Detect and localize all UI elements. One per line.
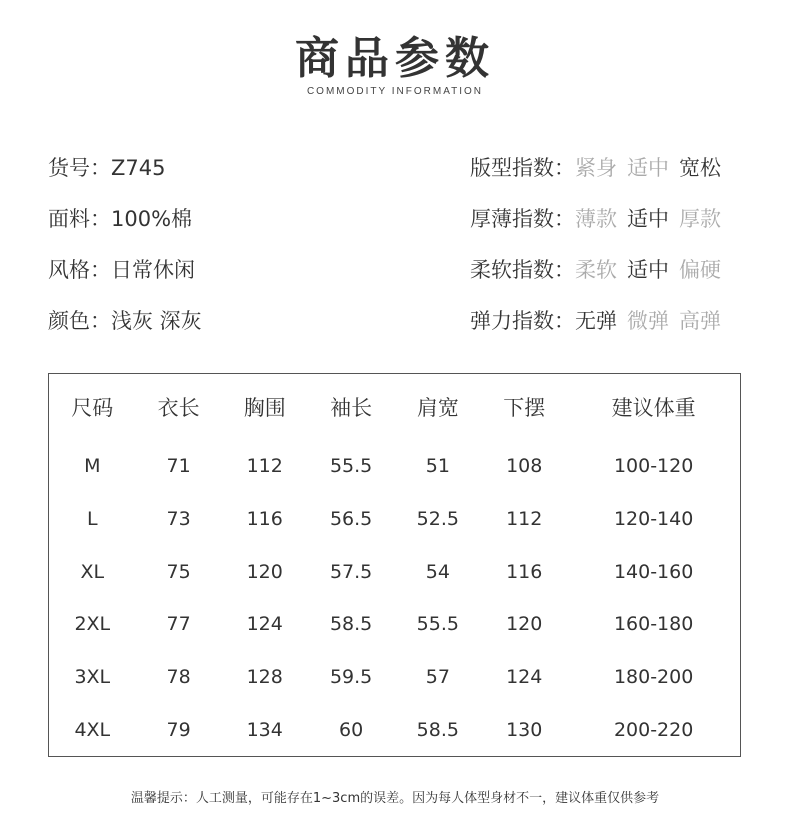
info-item-style <box>48 252 202 303</box>
index-label: 弹力指数： <box>470 309 575 333</box>
table-row <box>49 545 741 598</box>
index-option: 高弹 <box>679 309 721 333</box>
table-cell: 116 <box>506 560 543 583</box>
table-row <box>49 651 741 704</box>
page-subtitle: COMMODITY INFORMATION <box>306 86 484 97</box>
table-cell: 55.5 <box>329 455 373 478</box>
index-option: 微弹 <box>627 309 669 333</box>
table-cell: 57.5 <box>329 560 373 583</box>
table-cell: 108 <box>506 455 543 478</box>
table-cell: 58.5 <box>416 718 459 741</box>
info-label: 颜色： <box>48 309 111 333</box>
index-info <box>470 150 721 354</box>
table-row <box>49 440 741 493</box>
table-row <box>49 703 741 756</box>
footnote-tip: 温馨提示：人工测量，可能存在1~3cm的误差。因为每人体型身材不一，建议体重仅供参考 <box>130 791 660 806</box>
table-cell: 180-200 <box>613 665 694 688</box>
table-cell: 112 <box>246 455 283 478</box>
table-cell: 2XL <box>74 613 111 636</box>
column-header: 下摆 <box>503 396 546 420</box>
index-option: 适中 <box>627 207 669 231</box>
table-cell: 77 <box>166 613 191 636</box>
index-option: 无弹 <box>575 309 617 333</box>
info-label: 风格： <box>48 258 111 282</box>
table-cell: 124 <box>506 665 543 688</box>
index-option: 偏硬 <box>679 258 721 282</box>
table-header-row <box>49 374 741 441</box>
table-cell: 55.5 <box>416 613 459 636</box>
table-cell: 128 <box>246 665 283 688</box>
table-cell: 52.5 <box>416 507 459 530</box>
column-header: 肩宽 <box>416 396 459 420</box>
table-cell: 130 <box>506 718 543 741</box>
info-value: 日常休闲 <box>111 258 195 282</box>
index-label: 厚薄指数： <box>470 207 575 231</box>
column-header: 衣长 <box>157 396 200 420</box>
table-cell: 73 <box>166 507 191 530</box>
index-option: 适中 <box>627 156 669 180</box>
index-softness <box>470 252 721 303</box>
table-row <box>49 493 741 546</box>
table-cell: 134 <box>246 718 283 741</box>
table-cell: 58.5 <box>329 613 373 636</box>
info-value: 100%棉 <box>111 207 193 231</box>
table-cell: 124 <box>246 613 283 636</box>
table-cell: 51 <box>425 455 450 478</box>
index-elasticity <box>470 303 721 354</box>
table-cell: 78 <box>166 665 191 688</box>
table-cell: XL <box>80 560 105 583</box>
table-cell: 140-160 <box>613 560 694 583</box>
table-cell: 120 <box>506 613 543 636</box>
table-cell: 100-120 <box>613 455 694 478</box>
table-cell: 120-140 <box>613 507 694 530</box>
table-cell: 116 <box>246 507 283 530</box>
info-item-color <box>48 303 202 354</box>
column-header: 建议体重 <box>611 396 696 420</box>
table-cell: 79 <box>166 718 191 741</box>
index-option: 紧身 <box>575 156 617 180</box>
index-option: 适中 <box>627 258 669 282</box>
table-cell: 54 <box>425 560 450 583</box>
column-header: 袖长 <box>330 396 373 420</box>
table-cell: 75 <box>166 560 191 583</box>
table-cell: 160-180 <box>613 613 694 636</box>
index-option: 厚款 <box>679 207 721 231</box>
info-value: Z745 <box>111 156 166 180</box>
info-label: 货号： <box>48 156 111 180</box>
table-cell: 200-220 <box>613 718 694 741</box>
table-cell: M <box>84 455 101 478</box>
index-option: 薄款 <box>575 207 617 231</box>
table-cell: L <box>87 507 98 530</box>
table-cell: 3XL <box>74 665 111 688</box>
table-cell: 57 <box>425 665 450 688</box>
column-header: 尺码 <box>71 396 114 420</box>
index-option: 柔软 <box>575 258 617 282</box>
index-label: 版型指数： <box>470 156 575 180</box>
table-cell: 112 <box>506 507 543 530</box>
index-option: 宽松 <box>679 156 721 180</box>
info-value: 浅灰 深灰 <box>111 309 202 333</box>
product-info <box>48 150 202 354</box>
table-row <box>49 598 741 651</box>
table-cell: 120 <box>246 560 283 583</box>
table-cell: 71 <box>166 455 191 478</box>
info-item-sku <box>48 150 202 201</box>
index-label: 柔软指数： <box>470 258 575 282</box>
table-cell: 60 <box>339 718 364 741</box>
info-label: 面料： <box>48 207 111 231</box>
index-thickness <box>470 201 721 252</box>
table-cell: 4XL <box>74 718 111 741</box>
table-cell: 59.5 <box>329 665 373 688</box>
info-item-fabric <box>48 201 202 252</box>
page-title: 商品参数 <box>295 33 495 84</box>
index-fit <box>470 150 721 201</box>
column-header: 胸围 <box>243 396 286 420</box>
table-cell: 56.5 <box>329 507 373 530</box>
size-table <box>48 373 741 757</box>
